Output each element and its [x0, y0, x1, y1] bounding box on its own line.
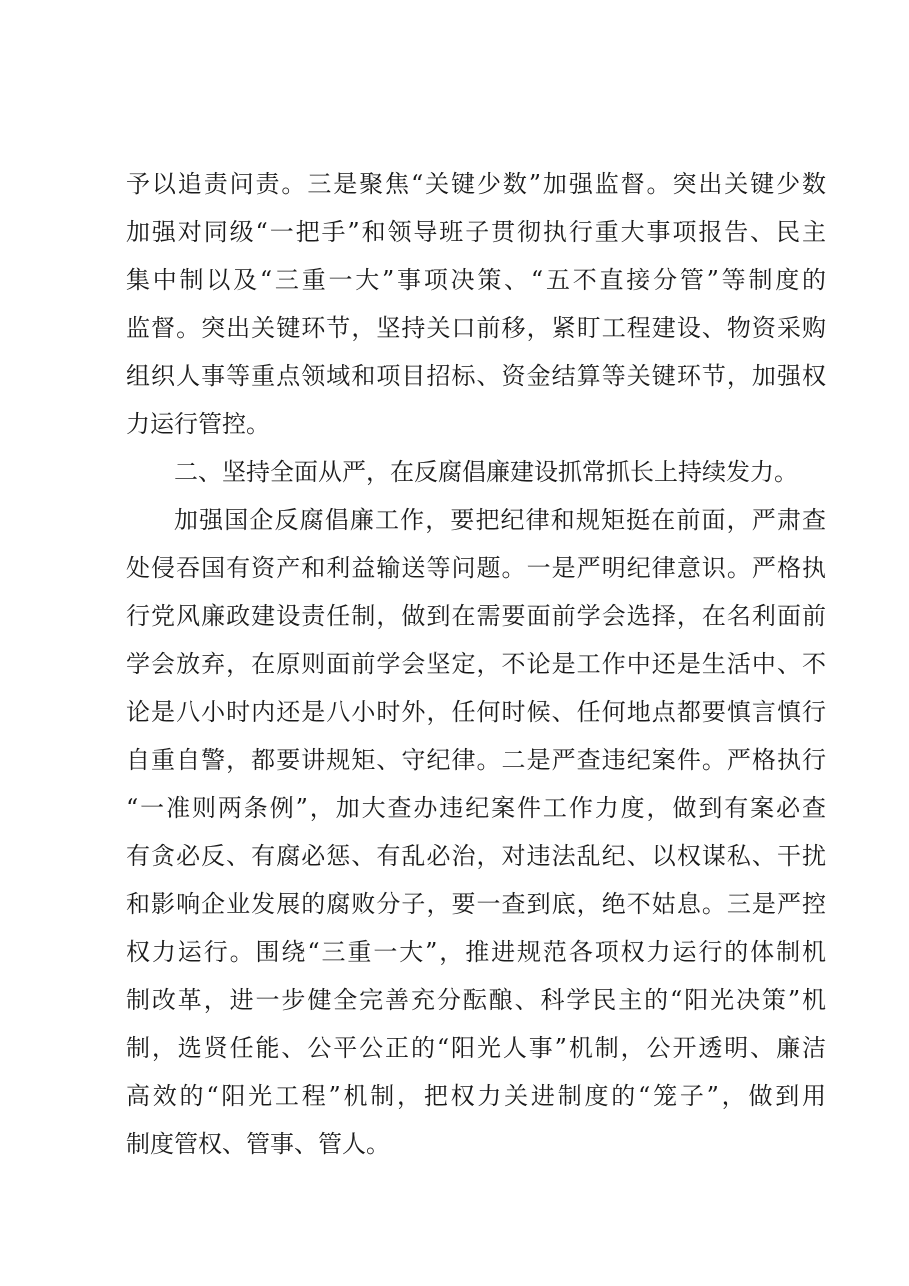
text-line: 行党风廉政建设责任制，做到在需要面前学会选择，在名利面前: [126, 602, 826, 630]
text-line: 制，选贤任能、公平公正的“阳光人事”机制，公开透明、廉洁: [126, 1034, 826, 1062]
text-line: 力运行管控。: [126, 410, 270, 438]
text-line: “一准则两条例”，加大查办违纪案件工作力度，做到有案必查: [126, 794, 826, 822]
text-line: 加强国企反腐倡廉工作，要把纪律和规矩挺在前面，严肃查: [174, 506, 826, 534]
text-line: 学会放弃，在原则面前学会坚定，不论是工作中还是生活中、不: [126, 650, 826, 678]
text-line: 高效的“阳光工程”机制，把权力关进制度的“笼子”，做到用: [126, 1082, 826, 1110]
text-line: 处侵吞国有资产和利益输送等问题。一是严明纪律意识。严格执: [126, 554, 826, 582]
text-line: 自重自警，都要讲规矩、守纪律。二是严查违纪案件。严格执行: [126, 746, 826, 774]
text-line: 有贪必反、有腐必惩、有乱必治，对违法乱纪、以权谋私、干扰: [126, 842, 826, 870]
text-line: 加强对同级“一把手”和领导班子贯彻执行重大事项报告、民主: [126, 218, 826, 246]
text-line: 组织人事等重点领域和项目招标、资金结算等关键环节，加强权: [126, 362, 826, 390]
text-line: 制度管权、管事、管人。: [126, 1130, 390, 1158]
text-line: 和影响企业发展的腐败分子，要一查到底，绝不姑息。三是严控: [126, 890, 826, 918]
text-line: 权力运行。围绕“三重一大”，推进规范各项权力运行的体制机: [126, 938, 826, 966]
section-heading: 二、坚持全面从严，在反腐倡廉建设抓常抓长上持续发力。: [174, 458, 798, 486]
text-line: 集中制以及“三重一大”事项决策、“五不直接分管”等制度的: [126, 266, 826, 294]
text-line: 予以追责问责。三是聚焦“关键少数”加强监督。突出关键少数: [126, 170, 826, 198]
text-line: 论是八小时内还是八小时外，任何时候、任何地点都要慎言慎行: [126, 698, 826, 726]
text-line: 监督。突出关键环节，坚持关口前移，紧盯工程建设、物资采购: [126, 314, 826, 342]
text-line: 制改革，进一步健全完善充分酝酿、科学民主的“阳光决策”机: [126, 986, 826, 1014]
